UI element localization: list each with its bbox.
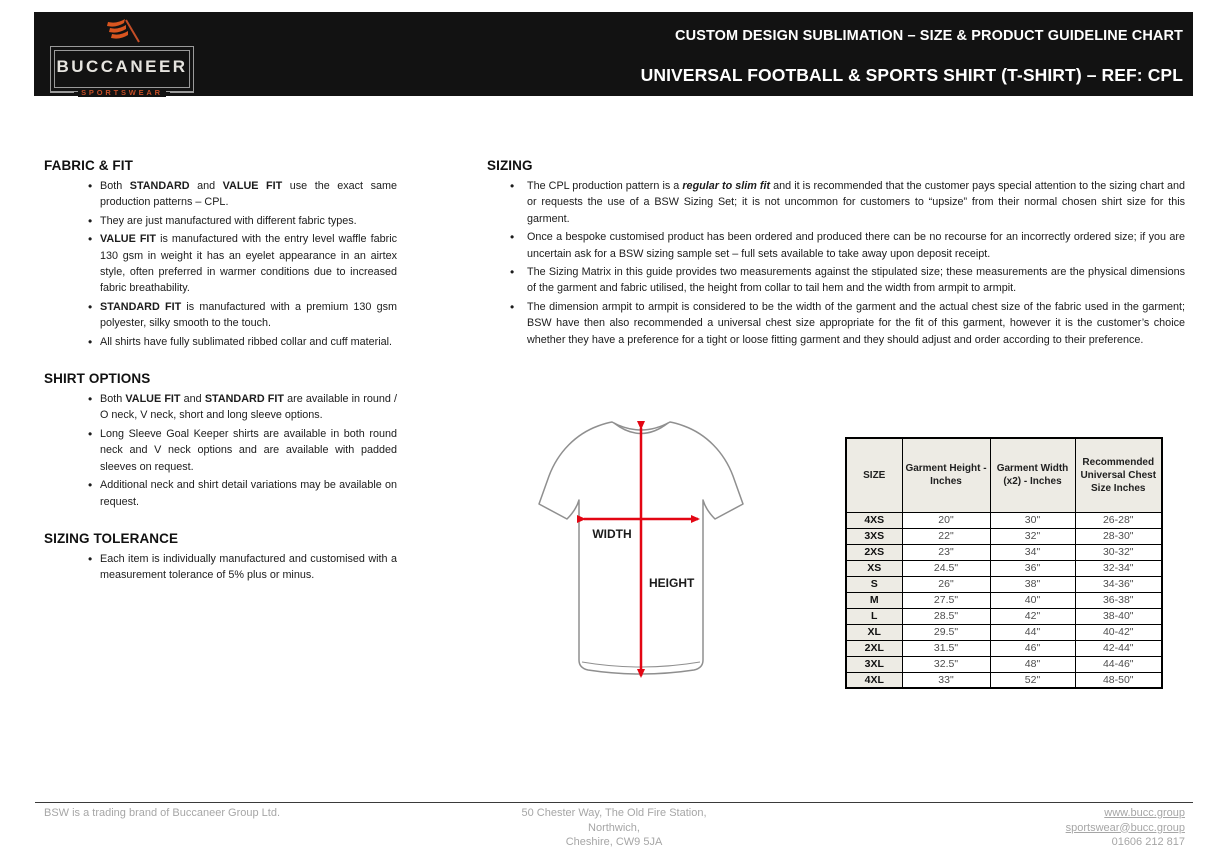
footer-address — [384, 806, 844, 850]
table-row: 3XS 22" 32" 28-30" — [846, 528, 1162, 544]
bullet-item: • Both VALUE FIT and STANDARD FIT are available in round / O neck, V neck, short and long sleeve options. — [44, 391, 397, 424]
footer-website-link[interactable]: www.bucc.group — [1104, 807, 1185, 819]
brand-subtitle-row — [50, 88, 194, 97]
tshirt-diagram — [536, 412, 756, 695]
header-titles — [641, 12, 1183, 96]
bullet-item: • Each item is individually manufactured and customised with a measurement tolerance of 5% plus or minus. — [44, 551, 397, 584]
height-label: HEIGHT — [649, 576, 695, 590]
footer-email-link[interactable]: sportswear@bucc.group — [1065, 821, 1185, 834]
section-heading-sizing: SIZING — [487, 158, 533, 173]
footer-address-line: 50 Chester Way, The Old Fire Station, — [521, 807, 707, 819]
bullet-item: • Both STANDARD and VALUE FIT use the exact same production patterns – CPL. — [44, 178, 397, 211]
footer-divider — [35, 802, 1193, 803]
footer-address-line: Northwich, — [588, 821, 640, 834]
col-header-recommended-chest: Recommended Universal Chest Size Inches — [1075, 438, 1162, 512]
table-row: S 26" 38" 34-36" — [846, 576, 1162, 592]
bullet-item: • VALUE FIT is manufactured with the entry level waffle fabric 130 gsm in weight it has an eyelet appearance in an airtex style, often preferred in warmer conditions due to increased fabric breathability. — [44, 231, 397, 297]
bullet-item: • They are just manufactured with different fabric types. — [44, 213, 397, 229]
section-fabric-fit — [44, 158, 397, 350]
col-header-garment-height: Garment Height - Inches — [902, 438, 990, 512]
brand-subtitle: SPORTSWEAR — [78, 88, 166, 97]
right-column — [487, 158, 1185, 369]
table-row: 2XL 31.5" 46" 42-44" — [846, 640, 1162, 656]
section-shirt-options — [44, 371, 397, 510]
table-row: 3XL 32.5" 48" 44-46" — [846, 656, 1162, 672]
section-sizing-tolerance — [44, 531, 397, 584]
divider — [170, 92, 194, 93]
footer-contact — [1066, 806, 1185, 850]
section-heading-sizing-tolerance: SIZING TOLERANCE — [44, 530, 179, 546]
section-heading-fabric-fit: FABRIC & FIT — [44, 158, 133, 173]
table-header-row — [846, 438, 1162, 512]
table-row: 2XS 23" 34" 30-32" — [846, 544, 1162, 560]
footer-phone: 01606 212 817 — [1111, 836, 1185, 848]
footer-trading-note: BSW is a trading brand of Buccaneer Group Ltd. — [44, 807, 281, 819]
bullet-item: • The Sizing Matrix in this guide provides two measurements against the stipulated size; these measurements are the physical dimensions of the garment and fabric utilised, the height from collar to tail hem and the width from armpit to armpit. — [487, 264, 1185, 297]
table-row: XL 29.5" 44" 40-42" — [846, 624, 1162, 640]
width-label: WIDTH — [592, 527, 632, 541]
table-row: 4XL 33" 52" 48-50" — [846, 672, 1162, 688]
footer-address-line: Cheshire, CW9 5JA — [565, 836, 663, 848]
doc-title: CUSTOM DESIGN SUBLIMATION – SIZE & PRODUCT GUIDELINE CHART — [675, 28, 1183, 44]
bullet-item: • Additional neck and shirt detail variations may be available on request. — [44, 477, 397, 510]
size-table — [845, 437, 1163, 689]
brand-logo — [50, 18, 194, 97]
divider — [50, 92, 74, 93]
bullet-item: • The CPL production pattern is a regular to slim fit and it is recommended that the customer pays special attention to the sizing chart and or requests the use of a BSW Sizing Set; it is not uncommon for customers to “upsize” from their normal chosen shirt size for this garment. — [487, 178, 1185, 227]
bullet-item: • The dimension armpit to armpit is considered to be the width of the garment and the actual chest size of the fabric used in the garment; BSW have then also recommended a universal chest size appropriate for the fit of this garment, however it is the customer’s choice whether they have a preference for a tight or loose fitting garment and they should adjust and order according to their preference. — [487, 299, 1185, 348]
bullet-item: • Long Sleeve Goal Keeper shirts are available in both round neck and V neck options and are available with padded sleeves on request. — [44, 426, 397, 475]
table-row: 4XS 20" 30" 26-28" — [846, 512, 1162, 528]
brand-name: BUCCANEER — [56, 57, 188, 76]
doc-subtitle: UNIVERSAL FOOTBALL & SPORTS SHIRT (T-SHIRT) – REF: CPL — [640, 65, 1183, 85]
col-header-size: SIZE — [846, 438, 902, 512]
table-row: L 28.5" 42" 38-40" — [846, 608, 1162, 624]
bullet-item: • Once a bespoke customised product has been ordered and produced there can be no recourse for an incorrectly ordered size; if you are uncertain ask for a BSW sizing sample set – full sets available to take away upon deposit receipt. — [487, 229, 1185, 262]
left-column — [44, 158, 397, 605]
col-header-garment-width: Garment Width (x2) - Inches — [990, 438, 1075, 512]
header-bar — [34, 12, 1193, 96]
table-row: XS 24.5" 36" 32-34" — [846, 560, 1162, 576]
bullet-item: • All shirts have fully sublimated ribbed collar and cuff material. — [44, 334, 397, 350]
section-sizing — [487, 158, 1185, 348]
bullet-item: • STANDARD FIT is manufactured with a premium 130 gsm polyester, silky smooth to the touch. — [44, 299, 397, 332]
brand-frame — [50, 46, 194, 92]
table-row: M 27.5" 40" 36-38" — [846, 592, 1162, 608]
flag-icon — [102, 18, 142, 46]
section-heading-shirt-options: SHIRT OPTIONS — [44, 371, 151, 387]
